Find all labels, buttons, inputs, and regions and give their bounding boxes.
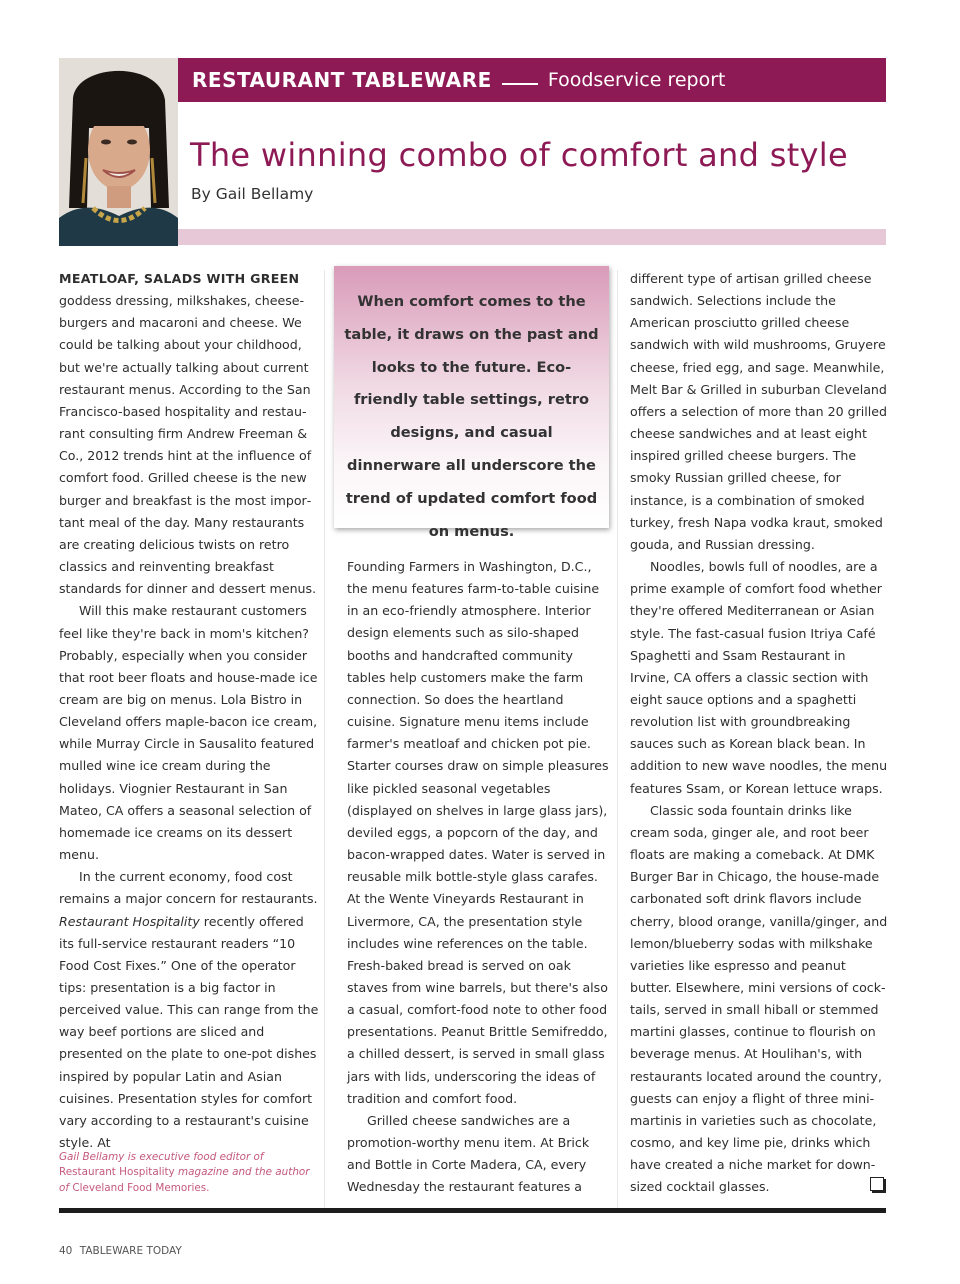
column-3 [630, 268, 888, 1199]
bio-book: Cleveland Food Memories. [72, 1181, 210, 1194]
column-1 [59, 268, 321, 1154]
column-divider [324, 270, 325, 1208]
byline: By Gail Bellamy [191, 185, 314, 203]
paragraph [59, 866, 321, 1154]
section-banner [178, 58, 886, 102]
pull-quote: When comfort comes to the table, it draws on the past and looks to the future. Eco-friendly table settings, retro designs, and casual dinnerware all underscore the trend of updated comfort food on menus. [334, 266, 609, 528]
column-2 [347, 556, 609, 1199]
paragraph-text: recently offered its full-service restaurant readers “10 Food Cost Fixes.” One of the operator tips: presentation is a big factor in perceived value. This can range from the way beef portions are sliced and presented on the plate to one-pot dishes inspired by popular Latin and Asian cuisines. Presentation styles for comfort vary according to a restaurant's cuisine style. At [59, 913, 319, 1151]
paragraph-text: goddess dressing, milkshakes, cheeseburgers and macaroni and cheese. We could be talking about your childhood, but we're actually talking about current restaurant menus. According to the San Francisco-based hospitality and restaurant consulting firm Andrew Freeman & Co., 2012 trends hint at the influence of comfort food. Grilled cheese is the new burger and breakfast is the most important meal of the day. Many restaurants are creating delicious twists on retro classics and reinventing breakfast standards for dinner and dessert menus. [59, 293, 317, 597]
paragraph: Founding Farmers in Washington, D.C., the menu features farm-to-table cuisine in an eco-friendly atmosphere. Interior design elements such as silo-shaped booths and handcrafted community tables help customers make the farm connection. So does the heartland cuisine. Signature menu items include farmer's meatloaf and chicken pot pie. Starter courses draw on simple pleasures like pickled seasonal vegetables (displayed on shelves in large glass jars), deviled eggs, a popcorn of the day, and bacon-wrapped dates. Water is served in reusable milk bottle-style glass carafes. At the Wente Vineyards Restaurant in Livermore, CA, the presentation style includes wine references on the table. Fresh-baked bread is served on oak staves from wine barrels, but there's also a casual, comfort-food note to other food presentations. Peanut Brittle Semifreddo, a chilled dessert, is served in small glass jars with lids, underscoring the ideas of tradition and comfort food. [347, 559, 609, 1106]
end-mark-icon [870, 1177, 884, 1191]
column-divider [617, 270, 618, 1208]
paragraph: Will this make restaurant customers feel like they're back in mom's kitchen? Probably, especially when you consider that root beer floats and house-made ice cream are big on menus. Lola Bistro in Cleveland offers maple-bacon ice cream, while Murray Circle in Sausalito featured mulled wine ice cream during the holidays. Viognier Restaurant in San Mateo, CA offers a seasonal selection of homemade ice creams on its dessert menu. [59, 603, 318, 863]
publication-title: TABLEWARE TODAY [79, 1245, 182, 1257]
banner-rule [502, 83, 538, 85]
paragraph: Grilled cheese sandwiches are a promotion-worthy menu item. At Brick and Bottle in Corte Madera, CA, every Wednesday the restaurant features a [347, 1112, 590, 1195]
paragraph: Noodles, bowls full of noodles, are a prime example of comfort food whether they're offered Mediterranean or Asian style. The fast-casual fusion Itriya Café Spaghetti and Ssam Restaurant in Irvine, CA offers a classic section with eight sauce options and a spaghetti revolution list with groundbreaking sauces such as Korean black bean. In addition to new wave noodles, the menu features Ssam, or Korean lettuce wraps. [630, 559, 888, 796]
lead-in: MEATLOAF, SALADS WITH GREEN [59, 271, 300, 286]
page-number: 40 [59, 1245, 73, 1257]
bio-publication: Restaurant Hospitality [59, 1166, 175, 1179]
section-title: RESTAURANT TABLEWARE [192, 68, 492, 92]
paragraph [59, 268, 321, 600]
section-subtitle: Foodservice report [547, 69, 726, 91]
author-bio [59, 1150, 321, 1196]
paragraph: Classic soda fountain drinks like cream soda, ginger ale, and root beer floats are making a comeback. At DMK Burger Bar in Chicago, the house-made carbonated soft drink flavors include cherry, blood orange, vanilla/ginger, and lemon/blueberry sodas with milkshake varieties like espresso and peanut butter. Elsewhere, mini versions of cocktails, served in small hiball or stemmed martini glasses, continue to flourish on beverage menus. At Houlihan's, with restaurants located around the country, guests can enjoy a flight of three mini-martinis in varieties such as chocolate, cosmo, and key lime pie, drinks which have created a niche market for downsized cocktail glasses. [630, 802, 888, 1195]
footer-rule [59, 1208, 886, 1213]
publication-name: Restaurant Hospitality [59, 913, 200, 929]
article-title: The winning combo of comfort and style [190, 136, 848, 174]
bio-text: Gail Bellamy is executive food editor of [59, 1151, 264, 1163]
paragraph-text: In the current economy, food cost remains a major concern for restaurants. [59, 869, 318, 907]
header-accent-bar [178, 229, 886, 245]
author-photo [59, 58, 178, 246]
paragraph: different type of artisan grilled cheese sandwich. Selections include the American prosciutto grilled cheese sandwich with wild mushrooms, Gruyere cheese, fried egg, and sage. Meanwhile, Melt Bar & Grilled in suburban Cleveland offers a selection of more than 20 grilled cheese sandwiches and at least eight inspired grilled cheese burgers. The smoky Russian grilled cheese, for instance, is a combination of smoked turkey, fresh Napa vodka kraut, smoked gouda, and Russian dressing. [630, 271, 888, 552]
page-folio [59, 1245, 186, 1257]
bio-text: magazine and the author of [59, 1166, 310, 1194]
